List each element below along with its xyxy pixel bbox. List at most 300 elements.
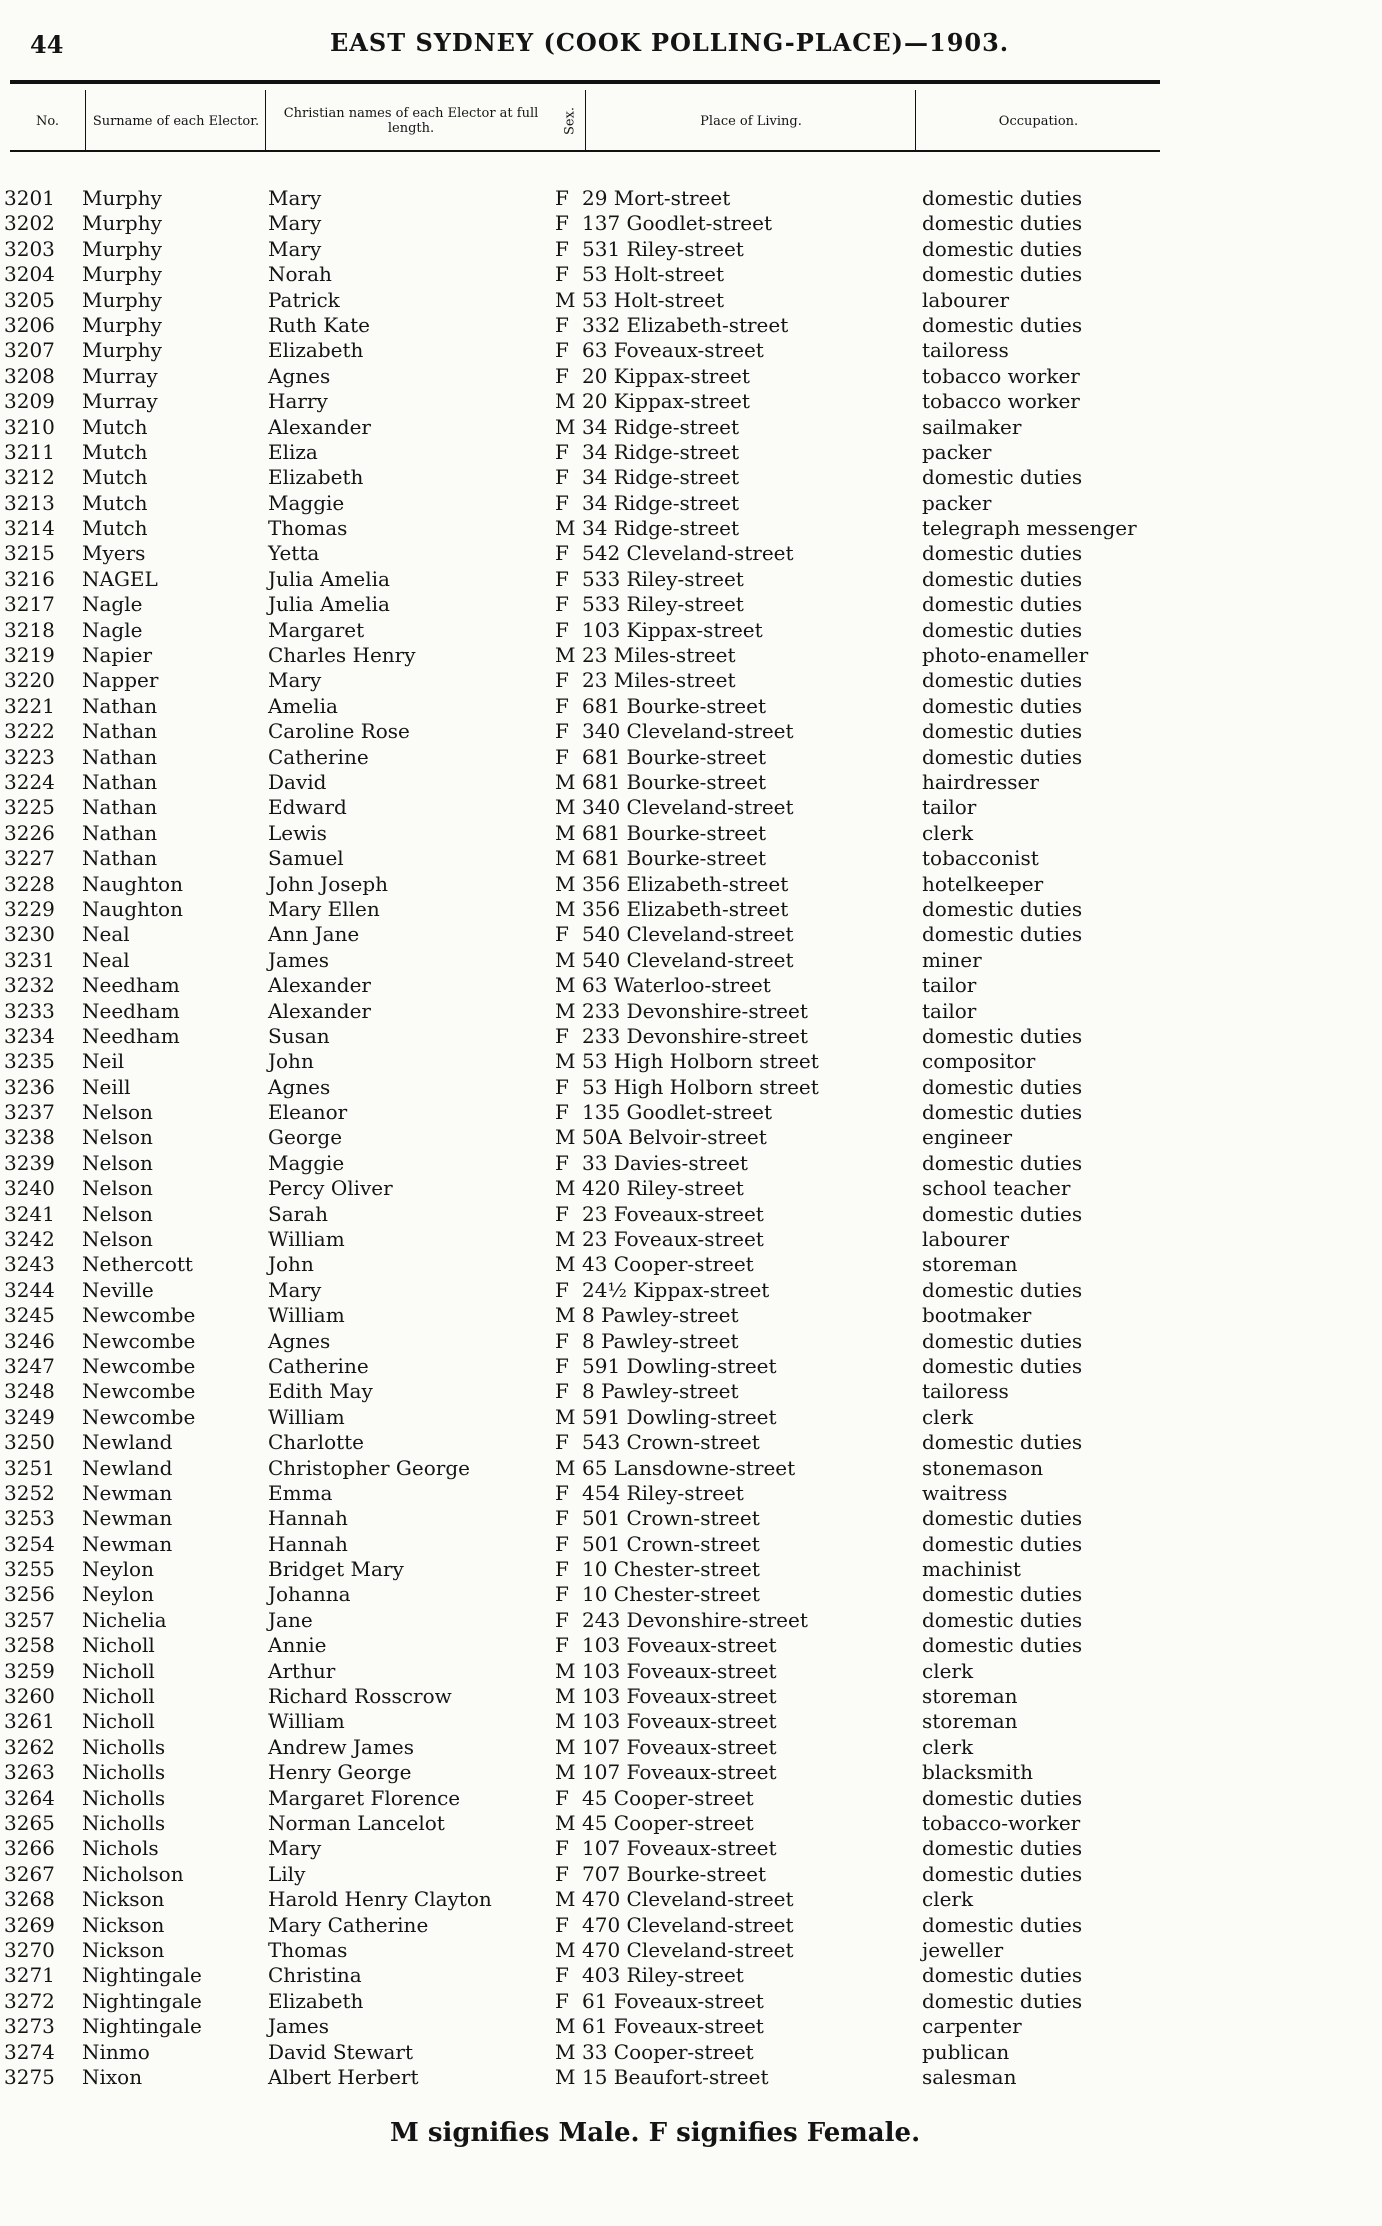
cell-occupation: domestic duties: [922, 592, 1083, 617]
cell-surname: Neal: [82, 922, 130, 947]
cell-surname: Murray: [82, 363, 158, 388]
cell-no: 3248: [4, 1379, 55, 1404]
cell-christian: William: [268, 1404, 345, 1429]
cell-no: 3275: [4, 2064, 55, 2089]
table-row: [0, 745, 1382, 770]
cell-sex: F: [555, 1582, 569, 1607]
cell-sex: F: [555, 1328, 569, 1353]
cell-surname: Murphy: [82, 287, 162, 312]
cell-no: 3259: [4, 1658, 55, 1683]
cell-sex: M: [555, 1684, 576, 1709]
elector-list: [0, 186, 1382, 2090]
table-row: [0, 1100, 1382, 1125]
cell-occupation: jeweller: [922, 1937, 1004, 1962]
cell-sex: F: [555, 236, 569, 261]
cell-sex: M: [555, 998, 576, 1023]
cell-no: 3201: [4, 186, 55, 210]
cell-no: 3273: [4, 2014, 55, 2039]
table-row: [0, 1506, 1382, 1531]
cell-sex: M: [555, 846, 576, 871]
cell-occupation: clerk: [922, 1404, 974, 1429]
cell-place: 470 Cleveland-street: [582, 1887, 794, 1912]
table-row: [0, 211, 1382, 236]
cell-occupation: domestic duties: [922, 1607, 1083, 1632]
cell-place: 53 Holt-street: [582, 262, 725, 287]
table-row: [0, 1557, 1382, 1582]
cell-occupation: domestic duties: [922, 719, 1083, 744]
table-row: [0, 2065, 1382, 2090]
cell-occupation: domestic duties: [922, 236, 1083, 261]
cell-sex: M: [555, 1252, 576, 1277]
table-row: [0, 1481, 1382, 1506]
cell-sex: M: [555, 516, 576, 541]
cell-sex: F: [555, 1861, 569, 1886]
cell-no: 3236: [4, 1074, 55, 1099]
cell-occupation: tailor: [922, 973, 977, 998]
cell-christian: Christopher George: [268, 1455, 470, 1480]
cell-surname: Nagle: [82, 617, 143, 642]
table-row: [0, 592, 1382, 617]
cell-place: 340 Cleveland-street: [582, 795, 794, 820]
cell-no: 3253: [4, 1506, 55, 1531]
cell-occupation: storeman: [922, 1684, 1018, 1709]
cell-no: 3230: [4, 922, 55, 947]
cell-occupation: tailor: [922, 795, 977, 820]
cell-christian: Mary: [268, 668, 322, 693]
cell-place: 543 Crown-street: [582, 1430, 760, 1455]
cell-sex: M: [555, 2039, 576, 2064]
cell-no: 3249: [4, 1404, 55, 1429]
table-row: [0, 1963, 1382, 1988]
cell-surname: Murphy: [82, 236, 162, 261]
cell-surname: Nathan: [82, 693, 158, 718]
cell-place: 10 Chester-street: [582, 1557, 760, 1582]
table-row: [0, 1760, 1382, 1785]
cell-no: 3245: [4, 1303, 55, 1328]
table-row: [0, 541, 1382, 566]
header-bottom-rule: [10, 150, 1160, 152]
cell-christian: Caroline Rose: [268, 719, 410, 744]
cell-no: 3234: [4, 1023, 55, 1048]
cell-christian: Annie: [268, 1633, 327, 1658]
cell-occupation: compositor: [922, 1049, 1036, 1074]
cell-occupation: storeman: [922, 1252, 1018, 1277]
cell-no: 3226: [4, 820, 55, 845]
cell-sex: F: [555, 1023, 569, 1048]
cell-surname: Napier: [82, 643, 153, 668]
cell-sex: F: [555, 1531, 569, 1556]
table-row: [0, 1659, 1382, 1684]
cell-no: 3266: [4, 1836, 55, 1861]
table-row: [0, 1532, 1382, 1557]
cell-sex: F: [555, 1988, 569, 2013]
cell-occupation: telegraph messenger: [922, 516, 1137, 541]
cell-no: 3269: [4, 1912, 55, 1937]
cell-occupation: domestic duties: [922, 1988, 1083, 2013]
cell-sex: F: [555, 439, 569, 464]
cell-christian: Eleanor: [268, 1100, 348, 1125]
cell-place: 29 Mort-street: [582, 186, 731, 210]
cell-occupation: domestic duties: [922, 262, 1083, 287]
cell-occupation: tobacconist: [922, 846, 1039, 871]
cell-surname: Murphy: [82, 312, 162, 337]
cell-place: 63 Foveaux-street: [582, 338, 764, 363]
cell-surname: Mutch: [82, 465, 148, 490]
cell-occupation: domestic duties: [922, 1861, 1083, 1886]
cell-place: 53 Holt-street: [582, 287, 725, 312]
cell-christian: Elizabeth: [268, 465, 364, 490]
cell-surname: Needham: [82, 1023, 180, 1048]
cell-surname: Nagle: [82, 592, 143, 617]
cell-sex: F: [555, 262, 569, 287]
cell-no: 3260: [4, 1684, 55, 1709]
cell-surname: Newman: [82, 1480, 173, 1505]
table-row: [0, 897, 1382, 922]
cell-christian: Lily: [268, 1861, 306, 1886]
cell-occupation: domestic duties: [922, 1328, 1083, 1353]
cell-sex: M: [555, 1811, 576, 1835]
cell-sex: M: [555, 1404, 576, 1429]
cell-place: 681 Bourke-street: [582, 820, 766, 845]
cell-occupation: packer: [922, 439, 992, 464]
cell-no: 3219: [4, 643, 55, 668]
cell-christian: Alexander: [268, 414, 371, 439]
cell-place: 23 Foveaux-street: [582, 1201, 764, 1226]
cell-christian: Mary: [268, 1277, 322, 1302]
cell-sex: M: [555, 947, 576, 972]
cell-place: 542 Cleveland-street: [582, 541, 794, 566]
cell-christian: Harry: [268, 389, 328, 414]
table-row: [0, 1227, 1382, 1252]
cell-occupation: tailoress: [922, 338, 1009, 363]
cell-sex: F: [555, 465, 569, 490]
cell-sex: M: [555, 1303, 576, 1328]
cell-surname: Nethercott: [82, 1252, 193, 1277]
cell-surname: Murray: [82, 389, 158, 414]
cell-christian: Agnes: [268, 1074, 331, 1099]
cell-no: 3267: [4, 1861, 55, 1886]
cell-sex: F: [555, 668, 569, 693]
cell-no: 3244: [4, 1277, 55, 1302]
cell-no: 3218: [4, 617, 55, 642]
cell-christian: Lewis: [268, 820, 327, 845]
cell-place: 533 Riley-street: [582, 592, 744, 617]
cell-sex: F: [555, 363, 569, 388]
cell-occupation: carpenter: [922, 2014, 1022, 2039]
table-row: [0, 1405, 1382, 1430]
cell-place: 103 Foveaux-street: [582, 1684, 777, 1709]
cell-christian: Ruth Kate: [268, 312, 370, 337]
cell-no: 3228: [4, 871, 55, 896]
cell-surname: Needham: [82, 973, 180, 998]
cell-no: 3242: [4, 1227, 55, 1252]
cell-surname: Newcombe: [82, 1404, 196, 1429]
table-row: [0, 440, 1382, 465]
cell-surname: Nathan: [82, 769, 158, 794]
cell-christian: Alexander: [268, 998, 371, 1023]
table-row: [0, 1379, 1382, 1404]
cell-christian: Samuel: [268, 846, 344, 871]
cell-place: 107 Foveaux-street: [582, 1836, 777, 1861]
cell-surname: Nicholls: [82, 1785, 166, 1810]
cell-surname: Newland: [82, 1430, 173, 1455]
cell-christian: Catherine: [268, 1353, 369, 1378]
cell-sex: M: [555, 820, 576, 845]
cell-place: 8 Pawley-street: [582, 1303, 739, 1328]
cell-christian: Catherine: [268, 744, 369, 769]
cell-surname: Nicholl: [82, 1709, 155, 1734]
cell-place: 707 Bourke-street: [582, 1861, 766, 1886]
cell-place: 34 Ridge-street: [582, 414, 740, 439]
column-header-christian-names: Christian names of each Elector at full length.: [265, 90, 556, 152]
cell-place: 135 Goodlet-street: [582, 1100, 772, 1125]
cell-surname: Nixon: [82, 2064, 143, 2089]
cell-occupation: domestic duties: [922, 1074, 1083, 1099]
cell-sex: F: [555, 1353, 569, 1378]
table-row: [0, 1582, 1382, 1607]
column-header-occupation: Occupation.: [915, 90, 1161, 152]
cell-christian: Maggie: [268, 490, 345, 515]
cell-occupation: domestic duties: [922, 1963, 1083, 1988]
cell-place: 20 Kippax-street: [582, 389, 750, 414]
cell-surname: Mutch: [82, 490, 148, 515]
cell-no: 3222: [4, 719, 55, 744]
cell-christian: David Stewart: [268, 2039, 414, 2064]
cell-occupation: domestic duties: [922, 1836, 1083, 1861]
cell-christian: Thomas: [268, 516, 348, 541]
column-header-row: [10, 90, 1160, 152]
cell-christian: Hannah: [268, 1506, 348, 1531]
cell-no: 3206: [4, 312, 55, 337]
cell-no: 3268: [4, 1887, 55, 1912]
table-row: [0, 1303, 1382, 1328]
cell-no: 3263: [4, 1760, 55, 1785]
cell-surname: Newcombe: [82, 1328, 196, 1353]
cell-place: 107 Foveaux-street: [582, 1760, 777, 1785]
cell-surname: Nicholls: [82, 1811, 166, 1835]
cell-christian: John Joseph: [268, 871, 389, 896]
cell-christian: Agnes: [268, 1328, 331, 1353]
cell-place: 420 Riley-street: [582, 1176, 744, 1201]
cell-no: 3227: [4, 846, 55, 871]
cell-christian: Julia Amelia: [268, 592, 390, 617]
table-row: [0, 1913, 1382, 1938]
table-row: [0, 948, 1382, 973]
cell-place: 681 Bourke-street: [582, 846, 766, 871]
cell-sex: F: [555, 566, 569, 591]
cell-no: 3250: [4, 1430, 55, 1455]
cell-christian: Eliza: [268, 439, 318, 464]
cell-christian: Charlotte: [268, 1430, 365, 1455]
cell-christian: Hannah: [268, 1531, 348, 1556]
cell-christian: William: [268, 1227, 345, 1252]
cell-christian: David: [268, 769, 327, 794]
cell-christian: Christina: [268, 1963, 362, 1988]
table-row: [0, 1354, 1382, 1379]
cell-place: 34 Ridge-street: [582, 490, 740, 515]
cell-no: 3256: [4, 1582, 55, 1607]
table-row: [0, 1887, 1382, 1912]
cell-sex: F: [555, 541, 569, 566]
cell-no: 3214: [4, 516, 55, 541]
cell-surname: Murphy: [82, 186, 162, 210]
cell-sex: F: [555, 1836, 569, 1861]
cell-surname: Myers: [82, 541, 146, 566]
cell-sex: F: [555, 719, 569, 744]
cell-surname: Newland: [82, 1455, 173, 1480]
cell-occupation: domestic duties: [922, 1201, 1083, 1226]
cell-place: 681 Bourke-street: [582, 769, 766, 794]
cell-no: 3254: [4, 1531, 55, 1556]
table-row: [0, 1684, 1382, 1709]
cell-place: 103 Foveaux-street: [582, 1709, 777, 1734]
cell-occupation: clerk: [922, 1887, 974, 1912]
cell-surname: Nightingale: [82, 2014, 202, 2039]
table-row: [0, 2014, 1382, 2039]
cell-christian: William: [268, 1709, 345, 1734]
cell-no: 3240: [4, 1176, 55, 1201]
cell-christian: Ann Jane: [268, 922, 360, 947]
table-row: [0, 2040, 1382, 2065]
cell-christian: Henry George: [268, 1760, 412, 1785]
cell-occupation: bootmaker: [922, 1303, 1032, 1328]
cell-sex: F: [555, 1100, 569, 1125]
cell-occupation: packer: [922, 490, 992, 515]
cell-christian: Percy Oliver: [268, 1176, 393, 1201]
cell-sex: F: [555, 744, 569, 769]
cell-sex: F: [555, 1506, 569, 1531]
cell-surname: Newman: [82, 1531, 173, 1556]
cell-no: 3212: [4, 465, 55, 490]
cell-place: 53 High Holborn street: [582, 1074, 819, 1099]
cell-surname: Neal: [82, 947, 130, 972]
cell-no: 3215: [4, 541, 55, 566]
cell-occupation: domestic duties: [922, 744, 1083, 769]
cell-christian: Norah: [268, 262, 332, 287]
cell-surname: Nickson: [82, 1912, 165, 1937]
cell-place: 356 Elizabeth-street: [582, 871, 789, 896]
table-row: [0, 694, 1382, 719]
table-row: [0, 364, 1382, 389]
cell-sex: F: [555, 1277, 569, 1302]
cell-sex: F: [555, 211, 569, 236]
cell-surname: Newman: [82, 1506, 173, 1531]
cell-christian: Mary: [268, 236, 322, 261]
cell-occupation: clerk: [922, 1734, 974, 1759]
table-row: [0, 1633, 1382, 1658]
cell-sex: M: [555, 414, 576, 439]
cell-place: 34 Ridge-street: [582, 516, 740, 541]
cell-occupation: labourer: [922, 287, 1010, 312]
cell-surname: Nicholson: [82, 1861, 184, 1886]
cell-occupation: domestic duties: [922, 186, 1083, 210]
table-row: [0, 846, 1382, 871]
cell-christian: Elizabeth: [268, 1988, 364, 2013]
table-row: [0, 719, 1382, 744]
cell-occupation: tailoress: [922, 1379, 1009, 1404]
cell-sex: F: [555, 312, 569, 337]
cell-sex: M: [555, 2014, 576, 2039]
cell-no: 3264: [4, 1785, 55, 1810]
page-title: EAST SYDNEY (COOK POLLING-PLACE)—1903.: [330, 28, 1010, 57]
cell-occupation: domestic duties: [922, 617, 1083, 642]
cell-surname: Nicholl: [82, 1658, 155, 1683]
cell-no: 3262: [4, 1734, 55, 1759]
cell-sex: M: [555, 1760, 576, 1785]
cell-no: 3204: [4, 262, 55, 287]
cell-place: 103 Kippax-street: [582, 617, 763, 642]
cell-christian: James: [268, 2014, 330, 2039]
cell-place: 356 Elizabeth-street: [582, 896, 789, 921]
cell-surname: Nathan: [82, 795, 158, 820]
cell-christian: Yetta: [268, 541, 320, 566]
cell-christian: Richard Rosscrow: [268, 1684, 452, 1709]
cell-occupation: tobacco worker: [922, 363, 1080, 388]
cell-place: 332 Elizabeth-street: [582, 312, 789, 337]
table-row: [0, 770, 1382, 795]
cell-sex: F: [555, 186, 569, 210]
cell-christian: Jane: [268, 1607, 313, 1632]
table-row: [0, 186, 1382, 211]
cell-sex: M: [555, 896, 576, 921]
cell-christian: Albert Herbert: [268, 2064, 419, 2089]
cell-christian: Andrew James: [268, 1734, 415, 1759]
cell-sex: F: [555, 1963, 569, 1988]
cell-no: 3211: [4, 439, 55, 464]
cell-surname: Nickson: [82, 1937, 165, 1962]
cell-place: 243 Devonshire-street: [582, 1607, 808, 1632]
cell-no: 3208: [4, 363, 55, 388]
cell-occupation: clerk: [922, 1658, 974, 1683]
cell-christian: Johanna: [268, 1582, 351, 1607]
cell-occupation: waitress: [922, 1480, 1008, 1505]
cell-christian: Edith May: [268, 1379, 373, 1404]
cell-occupation: tobacco worker: [922, 389, 1080, 414]
cell-no: 3246: [4, 1328, 55, 1353]
cell-occupation: storeman: [922, 1709, 1018, 1734]
table-row: [0, 1049, 1382, 1074]
cell-place: 540 Cleveland-street: [582, 947, 794, 972]
cell-occupation: domestic duties: [922, 1100, 1083, 1125]
cell-place: 591 Dowling-street: [582, 1353, 777, 1378]
table-row: [0, 338, 1382, 363]
cell-no: 3232: [4, 973, 55, 998]
cell-sex: F: [555, 922, 569, 947]
cell-christian: Harold Henry Clayton: [268, 1887, 492, 1912]
table-row: [0, 872, 1382, 897]
cell-place: 681 Bourke-street: [582, 744, 766, 769]
table-row: [0, 415, 1382, 440]
cell-occupation: domestic duties: [922, 1506, 1083, 1531]
cell-surname: Nightingale: [82, 1988, 202, 2013]
cell-surname: Mutch: [82, 439, 148, 464]
cell-place: 24½ Kippax-street: [582, 1277, 770, 1302]
cell-surname: Neylon: [82, 1557, 154, 1582]
table-row: [0, 795, 1382, 820]
cell-sex: M: [555, 973, 576, 998]
cell-christian: Elizabeth: [268, 338, 364, 363]
cell-surname: Nickson: [82, 1887, 165, 1912]
cell-no: 3225: [4, 795, 55, 820]
table-row: [0, 1709, 1382, 1734]
cell-place: 63 Waterloo-street: [582, 973, 771, 998]
cell-sex: M: [555, 389, 576, 414]
table-row: [0, 1151, 1382, 1176]
cell-place: 501 Crown-street: [582, 1531, 760, 1556]
cell-occupation: publican: [922, 2039, 1010, 2064]
cell-place: 107 Foveaux-street: [582, 1734, 777, 1759]
cell-sex: F: [555, 693, 569, 718]
